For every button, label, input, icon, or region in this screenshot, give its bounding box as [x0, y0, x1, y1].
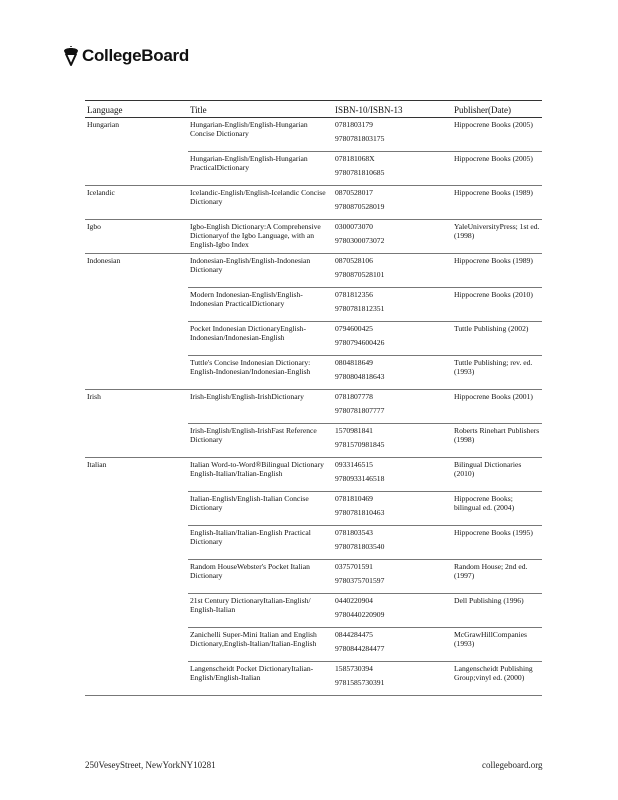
table-row: [85, 356, 542, 390]
cell-language: [85, 424, 188, 458]
table-row: [85, 628, 542, 662]
cell-publisher: Hippocrene Books (2005): [452, 118, 542, 152]
table-header-row: [85, 101, 542, 118]
college-board-logo: [62, 46, 189, 66]
table-row: [85, 458, 542, 492]
cell-language: [85, 628, 188, 662]
acorn-icon: [62, 46, 80, 66]
cell-isbn: [333, 288, 452, 322]
cell-isbn: [333, 560, 452, 594]
cell-title: Pocket Indonesian DictionaryEnglish-Indonesian/Indonesian-English: [188, 322, 333, 356]
isbn-13: 9780781812351: [335, 304, 385, 313]
table-row: [85, 594, 542, 628]
cell-publisher: Langenscheidt Publishing Group;vinyl ed. (2000): [452, 662, 542, 696]
cell-publisher: Hippocrene Books (2005): [452, 152, 542, 186]
isbn-13: 9780300073072: [335, 236, 385, 245]
cell-title: Icelandic-English/English-Icelandic Concise Dictionary: [188, 186, 333, 220]
isbn-10: 0794600425: [335, 324, 373, 333]
header-title: Title: [188, 101, 333, 118]
cell-publisher: Hippocrene Books (1995): [452, 526, 542, 560]
cell-isbn: [333, 356, 452, 390]
cell-isbn: [333, 322, 452, 356]
cell-title: Hungarian-English/English-Hungarian PracticalDictionary: [188, 152, 333, 186]
isbn-10: 0781803179: [335, 120, 373, 129]
table-body: [85, 118, 542, 696]
cell-isbn: [333, 118, 452, 152]
cell-publisher: YaleUniversityPress; 1st ed. (1998): [452, 220, 542, 254]
cell-publisher: Hippocrene Books; bilingual ed. (2004): [452, 492, 542, 526]
cell-isbn: [333, 594, 452, 628]
cell-language: [85, 594, 188, 628]
cell-publisher: McGrawHillCompanies (1993): [452, 628, 542, 662]
table-row: [85, 662, 542, 696]
table-row: [85, 254, 542, 288]
table-row: [85, 390, 542, 424]
isbn-10: 1585730394: [335, 664, 373, 673]
isbn-10: 1570981841: [335, 426, 373, 435]
cell-isbn: [333, 628, 452, 662]
cell-title: Random HouseWebster's Pocket Italian Dictionary: [188, 560, 333, 594]
cell-language: [85, 322, 188, 356]
cell-language: [85, 526, 188, 560]
cell-publisher: Dell Publishing (1996): [452, 594, 542, 628]
cell-language: [85, 560, 188, 594]
cell-title: Zanichelli Super-Mini Italian and English Dictionary,English-Italian/Italian-English: [188, 628, 333, 662]
table-row: [85, 186, 542, 220]
cell-title: Italian Word-to-Word®Bilingual Dictionary English-Italian/Italian-English: [188, 458, 333, 492]
isbn-10: 0781803543: [335, 528, 373, 537]
cell-title: Hungarian-English/English-Hungarian Concise Dictionary: [188, 118, 333, 152]
isbn-10: 0781807778: [335, 392, 373, 401]
header-publisher: Publisher(Date): [452, 101, 542, 118]
cell-publisher: Tuttle Publishing; rev. ed. (1993): [452, 356, 542, 390]
isbn-10: 0440220904: [335, 596, 373, 605]
cell-isbn: [333, 424, 452, 458]
isbn-13: 9780804818643: [335, 372, 385, 381]
isbn-13: 9780794600426: [335, 338, 385, 347]
cell-title: Modern Indonesian-English/English-Indonesian PracticalDictionary: [188, 288, 333, 322]
table-row: [85, 152, 542, 186]
isbn-13: 9780781803540: [335, 542, 385, 551]
isbn-13: 9780781810685: [335, 168, 385, 177]
cell-publisher: Bilingual Dictionaries (2010): [452, 458, 542, 492]
cell-title: Tuttle's Concise Indonesian Dictionary: English-Indonesian/Indonesian-English: [188, 356, 333, 390]
cell-language: Irish: [87, 392, 101, 401]
table-row: [85, 424, 542, 458]
cell-publisher: Random House; 2nd ed. (1997): [452, 560, 542, 594]
cell-title: Italian-English/English-Italian Concise Dictionary: [188, 492, 333, 526]
cell-isbn: [333, 254, 452, 288]
table-row: [85, 526, 542, 560]
cell-publisher: Hippocrene Books (1989): [452, 186, 542, 220]
cell-isbn: [333, 458, 452, 492]
logo-text: CollegeBoard: [82, 46, 189, 65]
cell-isbn: [333, 220, 452, 254]
cell-isbn: [333, 492, 452, 526]
table-row: [85, 220, 542, 254]
footer-address: 250VeseyStreet, NewYorkNY10281: [85, 760, 216, 770]
cell-title: Indonesian-English/English-Indonesian Dictionary: [188, 254, 333, 288]
isbn-10: 0781810469: [335, 494, 373, 503]
isbn-10: 0870528017: [335, 188, 373, 197]
cell-isbn: [333, 390, 452, 424]
cell-title: Igbo-English Dictionary:A Comprehensive Dictionaryof the Igbo Language, with an English-Igbo Index: [188, 220, 333, 254]
isbn-10: 0300073070: [335, 222, 373, 231]
isbn-10: 0375701591: [335, 562, 373, 571]
cell-publisher: Hippocrene Books (2010): [452, 288, 542, 322]
isbn-13: 9780844284477: [335, 644, 385, 653]
cell-language: [85, 152, 188, 186]
isbn-13: 9780781810463: [335, 508, 385, 517]
header-isbn: ISBN-10/ISBN-13: [333, 101, 452, 118]
cell-language: Hungarian: [87, 120, 120, 129]
table-row: [85, 492, 542, 526]
cell-title: Irish-English/English-IrishDictionary: [188, 390, 333, 424]
cell-language: Icelandic: [85, 186, 188, 220]
cell-title: 21st Century DictionaryItalian-English/ English-Italian: [188, 594, 333, 628]
cell-language: [85, 662, 188, 696]
isbn-13: 9780440220909: [335, 610, 385, 619]
isbn-10: 0870528106: [335, 256, 373, 265]
isbn-10: 078181068X: [335, 154, 375, 163]
cell-language: Igbo: [85, 220, 188, 254]
table-row: [85, 288, 542, 322]
isbn-13: 9780781803175: [335, 134, 385, 143]
table-row: [85, 560, 542, 594]
dictionary-table: [85, 100, 542, 696]
isbn-13: 9781570981845: [335, 440, 385, 449]
cell-language: [85, 288, 188, 322]
table-row: [85, 322, 542, 356]
cell-isbn: [333, 662, 452, 696]
cell-isbn: [333, 152, 452, 186]
isbn-13: 9780870528019: [335, 202, 385, 211]
cell-publisher: Hippocrene Books (1989): [452, 254, 542, 288]
isbn-13: 9780933146518: [335, 474, 385, 483]
isbn-10: 0781812356: [335, 290, 373, 299]
cell-publisher: Roberts Rinehart Publishers (1998): [452, 424, 542, 458]
cell-title: English-Italian/Italian-English Practical Dictionary: [188, 526, 333, 560]
cell-language: [85, 492, 188, 526]
cell-language: [85, 356, 188, 390]
isbn-13: 9780375701597: [335, 576, 385, 585]
cell-isbn: [333, 526, 452, 560]
isbn-10: 0844284475: [335, 630, 373, 639]
header-language: Language: [85, 101, 188, 118]
cell-title: Langenscheidt Pocket DictionaryItalian-English/English-Italian: [188, 662, 333, 696]
isbn-13: 9780870528101: [335, 270, 385, 279]
cell-language: Indonesian: [87, 256, 121, 265]
cell-publisher: Tuttle Publishing (2002): [452, 322, 542, 356]
cell-publisher: Hippocrene Books (2001): [452, 390, 542, 424]
isbn-13: 9781585730391: [335, 678, 385, 687]
table-row: [85, 118, 542, 152]
isbn-10: 0933146515: [335, 460, 373, 469]
footer-site: collegeboard.org: [482, 760, 543, 770]
cell-isbn: [333, 186, 452, 220]
isbn-10: 0804818649: [335, 358, 373, 367]
cell-language: Italian: [87, 460, 107, 469]
cell-title: Irish-English/English-IrishFast Reference Dictionary: [188, 424, 333, 458]
isbn-13: 9780781807777: [335, 406, 385, 415]
